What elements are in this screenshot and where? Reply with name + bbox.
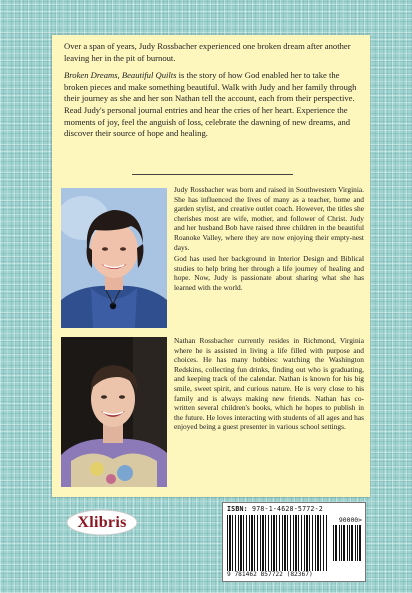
book-title: Broken Dreams, Beautiful Quilts [64, 70, 177, 81]
judy-bio-paragraph-2: God has used her background in Interior Design and Biblical studies to help bring her through a life journey of healing and hope. Now, Judy is passionate about sharing what she has learned with the world. [174, 254, 364, 292]
judy-bio-paragraph-1: Judy Rossbacher was born and raised in Southwestern Virginia. She has influenced the lives of many as a teacher, home and garden stylist, and creative outlet coach. However, the titles she cherishes most are wife, mother, and follower of Christ. Judy and her husband Bob have raised three children in the beautiful Roanoke Valley, where they are now enjoying their empty-nest days. [174, 185, 364, 252]
barcode-number-line: 9 781462 857722 (82367) [227, 571, 363, 578]
judy-photo [61, 188, 167, 328]
nathan-photo [61, 337, 167, 487]
isbn-barcode-box [222, 502, 366, 582]
nathan-bio-paragraph: Nathan Rossbacher currently resides in Richmond, Virginia where he is assisted in living a life filled with purpose and choices. He has many hobbies: watching the Washington Redskins, collecting fun drinks, finding out who is graduating, and keeping track of the calendar. Nathan is known for his big smile, sweet spirit, and curious nature. He is very close to his family and is always making new friends. Nathan has co-written several children's books, which he hopes to publish in the future. He loves interacting with students of all ages and has enjoyed being a guest presenter in various school settings. [174, 336, 364, 432]
intro-paragraph-2 [64, 70, 360, 140]
divider-line [132, 174, 293, 175]
addon-barcode-icon [333, 525, 361, 561]
intro-paragraph-1: Over a span of years, Judy Rossbacher experienced one broken dream after another leaving her in the pit of burnout. [64, 41, 351, 63]
isbn-label: ISBN: [227, 505, 248, 513]
isbn-line [227, 505, 323, 513]
ean-barcode-icon [227, 515, 327, 573]
price-code: 90000> [338, 516, 362, 524]
intro-text [64, 41, 360, 146]
isbn-number: 978-1-4628-5772-2 [252, 505, 323, 513]
nathan-portrait-illustration [61, 337, 167, 487]
judy-portrait-illustration [61, 188, 167, 328]
xlibris-logo-text: Xlibris [77, 514, 127, 531]
publisher-logo [66, 509, 138, 536]
back-cover-panel [52, 35, 370, 497]
intro-paragraph-2-text: is the story of how God enabled her to take the broken pieces and make something beautiful. Walk with Judy and her family through their journey as she and her son Nathan tell the account, each from their perspective. Read Judy's personal journal entries and hear the cries of her heart. Experience the moments of joy, feel the anguish of loss, celebrate the dawning of new dreams, and discover their source of hope and healing. [64, 70, 357, 139]
